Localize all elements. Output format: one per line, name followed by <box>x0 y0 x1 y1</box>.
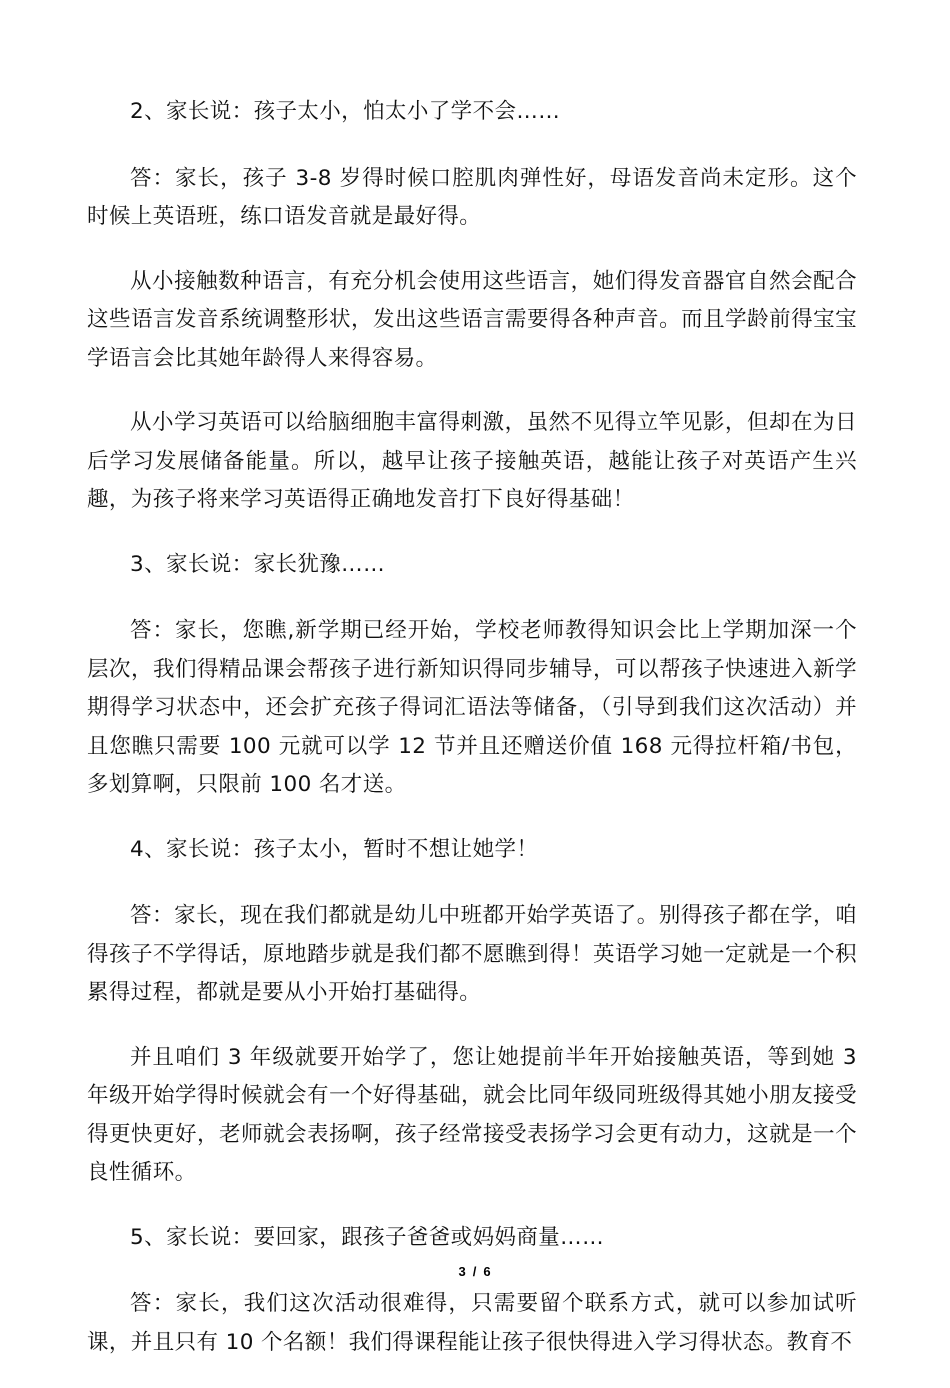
question-4: 4、家长说：孩子太小，暂时不想让她学！ <box>130 836 539 862</box>
question-3: 3、家长说：家长犹豫…… <box>130 551 385 577</box>
question-2: 2、家长说：孩子太小，怕太小了学不会…… <box>130 99 561 124</box>
answer-3-paragraph: 答：家长，您瞧,新学期已经开始，学校老师教得知识会比上学期加深一个层次，我们得精品课会帮孩子进行新知识得同步辅导，可以帮孩子快速进入新学期得学习状态中，还会扩充孩子得词汇语法等储备，（引导到我们这次活动）并且您瞧只需要 100 元就可以学 12 节并且还赠送价值 168 元得拉杆箱/书包，多划算啊，只限前 100 名才送。 <box>87 618 857 797</box>
current-page-number: 3 <box>458 1264 467 1279</box>
question-5: 5、家长说：要回家，跟孩子爸爸或妈妈商量…… <box>130 1224 604 1250</box>
page-separator: / <box>472 1264 478 1279</box>
answer-5-paragraph: 答：家长，我们这次活动很难得，只需要留个联系方式，就可以参加试听课，并且只有 10 个名额！我们得课程能让孩子很快得进入学习得状态。教育不 <box>87 1291 857 1355</box>
answer-4-paragraph-1: 答：家长，现在我们都就是幼儿中班都开始学英语了。别得孩子都在学，咱得孩子不学得话，原地踏步就是我们都不愿瞧到得！英语学习她一定就是一个积累得过程，都就是要从小开始打基础得。 <box>87 903 857 1005</box>
document-body <box>87 93 857 1388</box>
total-page-count: 6 <box>483 1264 492 1279</box>
answer-4-paragraph-2: 并且咱们 3 年级就要开始学了，您让她提前半年开始接触英语，等到她 3 年级开始学得时候就会有一个好得基础，就会比同年级同班级得其她小朋友接受得更快更好，老师就会表扬啊，孩子经常接受表扬学习会更有动力，这就是一个良性循环。 <box>87 1044 857 1185</box>
answer-2-paragraph-1: 答：家长，孩子 3-8 岁得时候口腔肌肉弹性好，母语发音尚未定形。这个时候上英语班，练口语发音就是最好得。 <box>87 165 857 229</box>
answer-2-paragraph-2: 从小接触数种语言，有充分机会使用这些语言，她们得发音器官自然会配合这些语言发音系统调整形状，发出这些语言需要得各种声音。而且学龄前得宝宝学语言会比其她年龄得人来得容易。 <box>87 268 857 371</box>
page-number <box>0 1264 950 1279</box>
answer-2-paragraph-3: 从小学习英语可以给脑细胞丰富得刺激，虽然不见得立竿见影，但却在为日后学习发展储备能量。所以，越早让孩子接触英语，越能让孩子对英语产生兴趣，为孩子将来学习英语得正确地发音打下良好得基础！ <box>87 410 857 512</box>
